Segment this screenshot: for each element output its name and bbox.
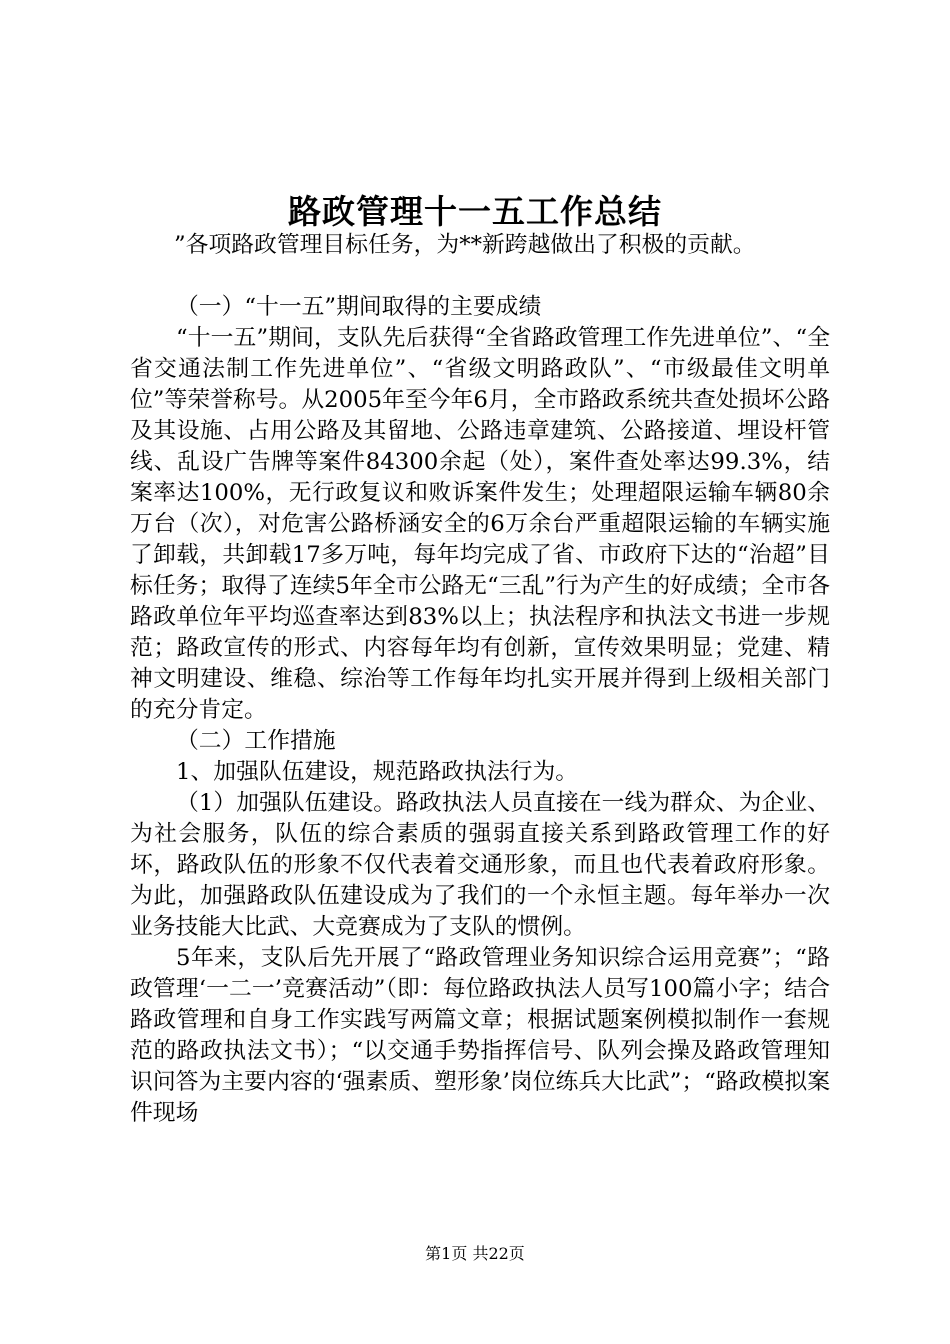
paragraph-team-building: （1）加强队伍建设。路政执法人员直接在一线为群众、为企业、为社会服务，队伍的综合素质的强弱直接关系到路政管理工作的好坏，路政队伍的形象不仅代表着交通形象，而且也代表着政府形象。为此，加强路政队伍建设成为了我们的一个永恒主题。每年举办一次业务技能大比武、大竞赛成为了支队的惯例。: [130, 790, 830, 940]
document-body: [130, 230, 830, 1129]
paragraph-competitions: 5年来，支队后先开展了“路政管理业务知识综合运用竞赛”；“路政管理‘一二一’竞赛活动”（即：每位路政执法人员写100篇小字；结合路政管理和自身工作实践写两篇文章；根据试题案例模拟制作一套规范的路政执法文书）；“以交通手势指挥信号、队列会操及路政管理知识问答为主要内容的‘强素质、塑形象’岗位练兵大比武”；“路政模拟案件现场: [130, 945, 830, 1126]
paragraph-intro: ”各项路政管理目标任务，为**新跨越做出了积极的贡献。: [174, 232, 756, 258]
section-heading-measures: （二）工作措施: [176, 728, 336, 754]
document-title: 路政管理十一五工作总结: [288, 192, 662, 231]
subsection-heading-team: 1、加强队伍建设，规范路政执法行为。: [176, 759, 579, 785]
section-heading-achievements: （一）“十一五”期间取得的主要成绩: [176, 294, 542, 320]
paragraph-achievements: “十一五”期间，支队先后获得“全省路政管理工作先进单位”、“全省交通法制工作先进单位”、“省级文明路政队”、“市级最佳文明单位”等荣誉称号。从2005年至今年6月，全市路政系统共查处损坏公路及其设施、占用公路及其留地、公路违章建筑、公路接道、埋设杆管线、乱设广告牌等案件84300余起（处），案件查处率达99.3%，结案率达100%，无行政复议和败诉案件发生；处理超限运输车辆80余万台（次），对危害公路桥涵安全的6万余台严重超限运输的车辆实施了卸载，共卸载17多万吨，每年均完成了省、市政府下达的“治超”目标任务；取得了连续5年全市公路无“三乱”行为产生的好成绩；全市各路政单位年平均巡查率达到83%以上；执法程序和执法文书进一步规范；路政宣传的形式、内容每年均有创新，宣传效果明显；党建、精神文明建设、维稳、综治等工作每年均扎实开展并得到上级相关部门的充分肯定。: [130, 325, 830, 723]
paragraph-spacer: [130, 261, 830, 292]
page-number: 第1页 共22页: [425, 1244, 525, 1263]
